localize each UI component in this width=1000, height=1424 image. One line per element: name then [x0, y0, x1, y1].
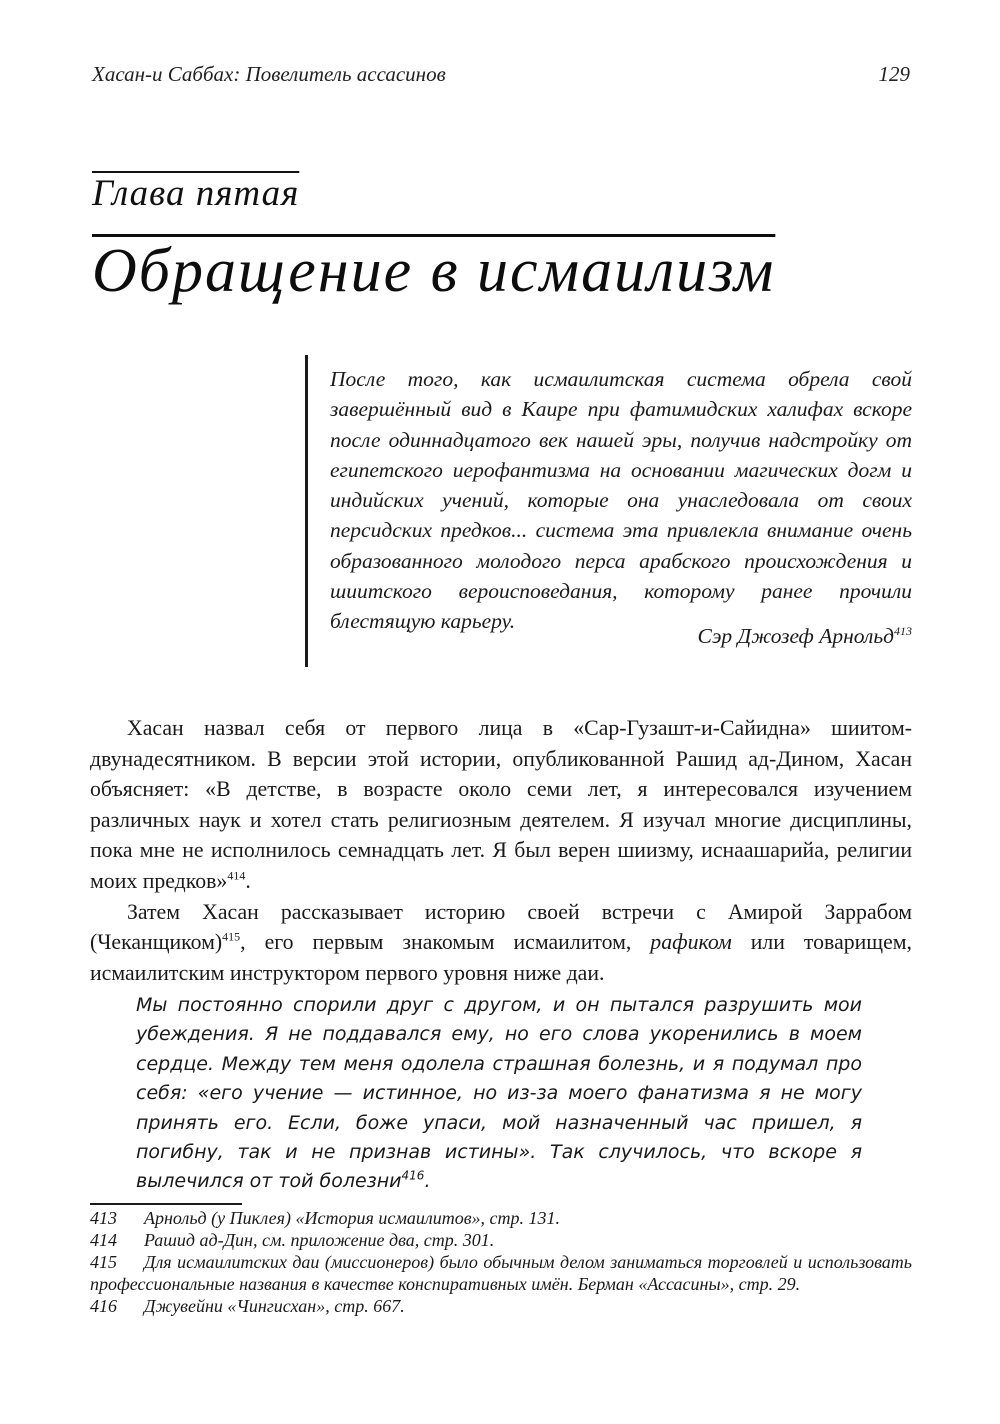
epigraph-vertical-rule — [305, 355, 308, 667]
footnote-414 — [90, 1229, 912, 1251]
paragraph-2-part3: или товарищем, исмаилитским инструктором первого уровня ниже даи. — [90, 930, 913, 985]
footnote-number: 416 — [90, 1296, 117, 1316]
footnote-text: Рашид ад-Дин, см. приложение два, стр. 301. — [144, 1230, 495, 1250]
footnote-415 — [90, 1251, 912, 1295]
paragraph-1-tail: . — [245, 868, 251, 893]
block-quote — [136, 991, 862, 1197]
block-quote-tail: . — [424, 1170, 431, 1193]
footnote-ref-414[interactable]: 414 — [227, 868, 246, 883]
footnote-separator — [90, 1203, 242, 1205]
epigraph-author: Сэр Джозеф Арнольд — [697, 624, 894, 648]
footnote-text: Арнольд (у Пиклея) «История исмаилитов», стр. 131. — [144, 1208, 561, 1228]
footnote-ref-416[interactable]: 416 — [401, 1169, 425, 1184]
footnote-number: 414 — [90, 1230, 117, 1250]
footnote-number: 415 — [90, 1252, 117, 1272]
chapter-title: Обращение в исмаилизм — [92, 237, 776, 305]
paragraph-1-text: Хасан назвал себя от первого лица в «Сар-Гузашт-и-Сайидна» шиитом-двунадесятником. В версии этой истории, опубликованной Рашид ад-Дином, Хасан объясняет: «В детстве, в возрасте около семи лет, я интересовался изучением различных наук и хотел стать религиозным деятелем. Я изучал многие дисциплины, пока мне не исполнилось семнадцать лет. Я был верен шиизму, иснаашарийа, религии моих предков» — [90, 716, 912, 893]
footnote-text: Джувейни «Чингисхан», стр. 667. — [144, 1296, 405, 1316]
footnotes — [90, 1207, 912, 1317]
running-head-title: Хасан-и Саббах: Повелитель ассасинов — [92, 62, 446, 86]
chapter-label: Глава пятая — [92, 173, 300, 214]
paragraph-2-emphasis: рафиком — [650, 930, 732, 955]
footnote-text: Для исмаилитских даи (миссионеров) было обычным делом заниматься торговлей и использовать профессиональные названия в качестве конспиративных имён. Берман «Ассасины», стр. 29. — [90, 1252, 912, 1294]
body-text — [90, 713, 912, 988]
block-quote-text: Мы постоянно спорили друг с другом, и он пытался разрушить мои убеждения. Я не поддавался ему, но его слова укоренились в моем сердце. Между тем меня одолела страшная болезнь, и я подумал про себя: «его учение — истинное, но из-за моего фанатизма я не могу принять его. Если, боже упаси, мой назначенный час пришел, я погибну, так и не признав истины». Так случилось, что вскоре я вылечился от той болезни — [136, 994, 862, 1193]
footnote-413 — [90, 1207, 912, 1229]
paragraph-2-part1: Затем Хасан рассказывает историю своей встречи с Амирой Заррабом (Чеканщиком) — [90, 899, 912, 955]
footnote-ref-415[interactable]: 415 — [222, 929, 241, 944]
page-number: 129 — [878, 62, 910, 86]
paragraph-1 — [90, 713, 912, 897]
epigraph-attribution — [697, 624, 912, 649]
footnote-number: 413 — [90, 1208, 117, 1228]
epigraph-text: После того, как исмаилитская система обрела свой завершённый вид в Каире при фатимидских халифах вскоре после одиннадцатого век нашей эры, получив надстройку от египетского иерофантизма на основании магических догм и индийских учений, которые она унаследовала от своих персидских предков... система эта привлекла внимание очень образованного молодого перса арабского происхождения и шиитского вероисповедания, которому ранее прочили блестящую карьеру. — [330, 367, 912, 634]
footnote-416 — [90, 1295, 912, 1317]
footnote-ref-413[interactable]: 413 — [894, 623, 912, 638]
paragraph-2 — [90, 897, 912, 989]
paragraph-2-part2: , его первым знакомым исмаилитом, — [240, 930, 651, 955]
